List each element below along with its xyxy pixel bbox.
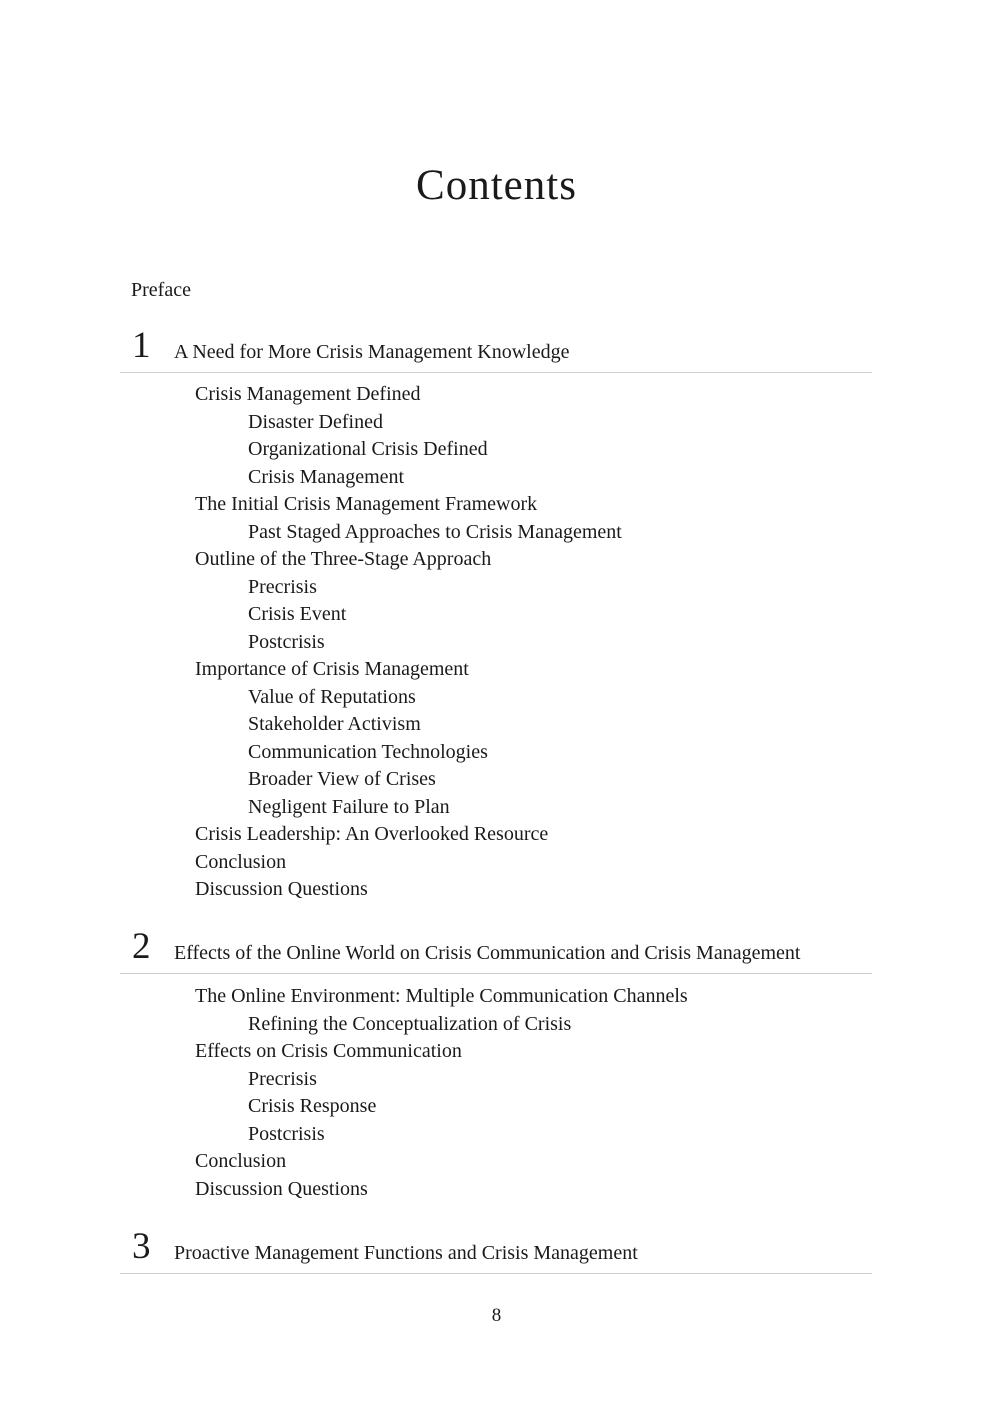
chapter-title: A Need for More Crisis Management Knowledge bbox=[174, 341, 570, 363]
toc-section-entry[interactable]: The Initial Crisis Management Framework bbox=[195, 493, 538, 515]
toc-subsection-entry[interactable]: Precrisis bbox=[248, 1067, 317, 1090]
toc-subsection-entry[interactable]: Past Staged Approaches to Crisis Management bbox=[248, 520, 622, 543]
toc-section-entry[interactable]: Importance of Crisis Management bbox=[195, 658, 469, 680]
toc-section-entry[interactable]: Effects on Crisis Communication bbox=[195, 1040, 462, 1062]
chapter-1-entries bbox=[195, 381, 622, 904]
toc-subsection-entry[interactable]: Postcrisis bbox=[248, 1122, 325, 1145]
toc-preface-entry[interactable]: Preface bbox=[131, 279, 191, 301]
toc-section-entry[interactable]: Crisis Leadership: An Overlooked Resource bbox=[195, 823, 549, 845]
toc-subsection-entry[interactable]: Value of Reputations bbox=[248, 685, 416, 708]
toc-section-entry[interactable]: Discussion Questions bbox=[195, 1177, 368, 1200]
toc-section-entry[interactable]: Crisis Management Defined bbox=[195, 383, 421, 405]
toc-subsection-entry[interactable]: Broader View of Crises bbox=[248, 768, 436, 790]
chapter-number: 1 bbox=[132, 325, 151, 366]
chapter-number: 2 bbox=[132, 926, 151, 967]
toc-section-entry[interactable]: Discussion Questions bbox=[195, 878, 368, 900]
chapter-heading-2[interactable] bbox=[120, 926, 872, 974]
toc-subsection-entry[interactable]: Stakeholder Activism bbox=[248, 713, 421, 735]
page-title: Contents bbox=[416, 162, 577, 209]
chapter-number: 3 bbox=[132, 1226, 151, 1267]
toc-subsection-entry[interactable]: Refining the Conceptualization of Crisis bbox=[248, 1012, 572, 1035]
chapter-heading-3[interactable] bbox=[120, 1226, 872, 1274]
toc-subsection-entry[interactable]: Crisis Event bbox=[248, 603, 347, 625]
toc-section-entry[interactable]: Conclusion bbox=[195, 850, 287, 873]
toc-subsection-entry[interactable]: Organizational Crisis Defined bbox=[248, 438, 488, 460]
chapter-title: Proactive Management Functions and Crisis Management bbox=[174, 1242, 638, 1264]
page-number: 8 bbox=[491, 1305, 502, 1326]
toc-subsection-entry[interactable]: Communication Technologies bbox=[248, 740, 488, 763]
toc-subsection-entry[interactable]: Crisis Management bbox=[248, 465, 405, 488]
toc-section-entry[interactable]: The Online Environment: Multiple Communication Channels bbox=[195, 985, 688, 1007]
toc-subsection-entry[interactable]: Negligent Failure to Plan bbox=[248, 795, 450, 818]
chapter-title: Effects of the Online World on Crisis Communication and Crisis Management bbox=[174, 942, 801, 964]
chapter-2-entries bbox=[195, 983, 688, 1203]
toc-subsection-entry[interactable]: Precrisis bbox=[248, 575, 317, 598]
toc-subsection-entry[interactable]: Crisis Response bbox=[248, 1095, 377, 1117]
toc-subsection-entry[interactable]: Postcrisis bbox=[248, 630, 325, 653]
toc-section-entry[interactable]: Outline of the Three-Stage Approach bbox=[195, 548, 492, 570]
toc-subsection-entry[interactable]: Disaster Defined bbox=[248, 410, 383, 433]
chapter-heading-1[interactable] bbox=[120, 325, 872, 373]
toc-section-entry[interactable]: Conclusion bbox=[195, 1150, 287, 1172]
